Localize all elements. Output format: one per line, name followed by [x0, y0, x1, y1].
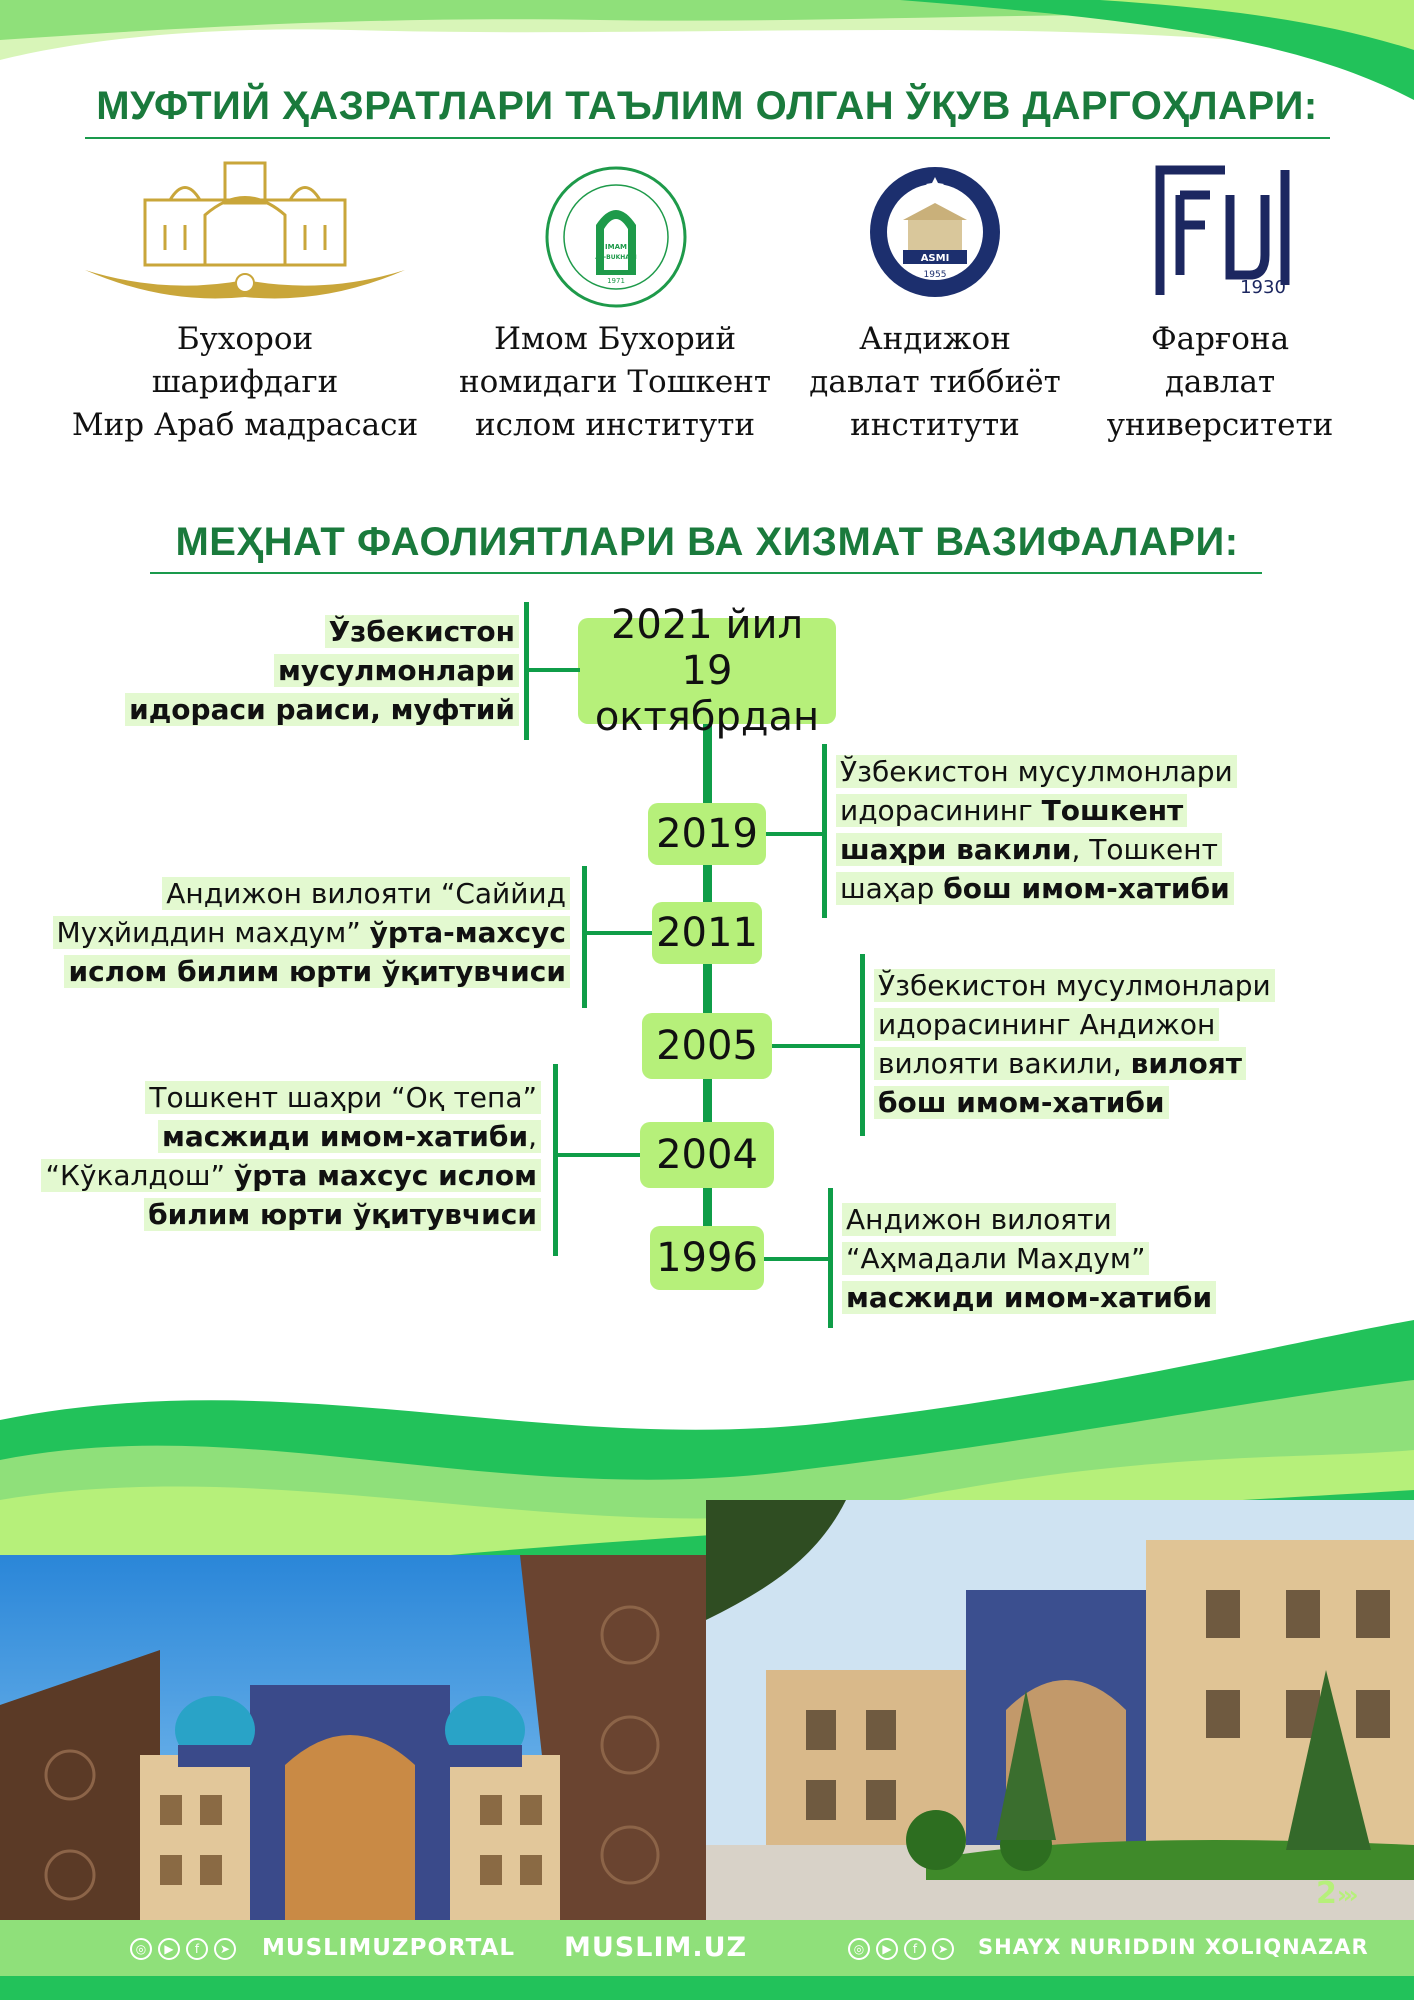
- year-badge-2004: [640, 1122, 774, 1188]
- section-title-career: МЕҲНАТ ФАОЛИЯТЛАРИ ВА ХИЗМАТ ВАЗИФАЛАРИ:: [175, 520, 1239, 564]
- timeline-line: [836, 869, 1237, 908]
- connector-2011: [586, 931, 652, 935]
- inst-line: давлат тиббиёт: [809, 364, 1061, 400]
- timeline-text-run: идораси раиси, муфтий: [129, 693, 515, 726]
- year-text: 2004: [656, 1132, 758, 1178]
- timeline-line-highlight: [125, 693, 519, 726]
- andijan-medical-institute-logo-icon: [868, 165, 1003, 300]
- timeline-line: [41, 1117, 541, 1156]
- mir-arab-madrasa-logo-icon: [75, 155, 415, 305]
- institution-andijan-medical-name: [795, 318, 1075, 447]
- timeline-text-run: Андижон вилояти: [846, 1203, 1112, 1236]
- connector-2021: [528, 668, 580, 672]
- asmi-logo-year: 1955: [923, 270, 947, 280]
- timeline-line-highlight: [162, 877, 570, 910]
- section-title-education: МУФТИЙ ҲАЗРАТЛАРИ ТАЪЛИМ ОЛГАН ЎҚУВ ДАРГОҲЛАРИ:: [96, 84, 1318, 128]
- timeline-line-highlight: [874, 1086, 1169, 1119]
- timeline-line: [836, 791, 1237, 830]
- timeline-text-run: билим юрти ўқитувчиси: [148, 1198, 537, 1231]
- timeline-line-highlight: [64, 955, 570, 988]
- timeline-line: [53, 952, 570, 991]
- timeline-line-highlight: [836, 872, 1234, 905]
- instagram-icon[interactable]: ◎: [848, 1938, 870, 1960]
- bracket-2021: [524, 602, 529, 740]
- fdu-logo-year: 1930: [1240, 277, 1286, 298]
- imam-logo-line1: IMAM: [605, 243, 627, 251]
- timeline-entry-2004: [41, 1078, 541, 1234]
- timeline-text-run: ўрта махсус ислом: [233, 1159, 537, 1192]
- inst-line: Имом Бухорий: [493, 321, 737, 357]
- timeline-line: [125, 612, 519, 651]
- footer-site-link[interactable]: MUSLIM.UZ: [564, 1932, 748, 1963]
- timeline-line: [53, 913, 570, 952]
- inst-line: Бухорои: [176, 321, 314, 357]
- timeline-text-run: Муҳйиддин махдум”: [56, 916, 370, 949]
- timeline-text-run: “Аҳмадали Махдум”: [846, 1242, 1146, 1275]
- timeline-text-run: Ўзбекистон мусулмонлари: [840, 755, 1233, 788]
- timeline-text-run: вилояти вакили,: [878, 1047, 1131, 1080]
- asmi-logo-abbr: ASMI: [920, 253, 950, 264]
- timeline-line: [41, 1156, 541, 1195]
- page-number: [1316, 1876, 1355, 1911]
- inst-line: давлат: [1164, 364, 1276, 400]
- timeline-line: [125, 690, 519, 729]
- timeline-text-run: ислом билим юрти ўқитувчиси: [68, 955, 566, 988]
- timeline-line-highlight: [274, 654, 519, 687]
- timeline-text-run: “Кўкалдош”: [45, 1159, 234, 1192]
- timeline-line-highlight: [874, 1008, 1219, 1041]
- timeline-text-run: ўрта-махсус: [369, 916, 566, 949]
- timeline-line-highlight: [836, 755, 1237, 788]
- connector-1996: [764, 1257, 830, 1261]
- year-text: 19 октябрдан: [594, 648, 820, 740]
- timeline-line-highlight: [874, 1047, 1246, 1080]
- timeline-text-run: масжиди имом-хатиби: [162, 1120, 529, 1153]
- year-badge-2021: [578, 602, 836, 740]
- instagram-icon[interactable]: ◎: [130, 1938, 152, 1960]
- timeline-line-highlight: [836, 794, 1187, 827]
- inst-line: Мир Араб мадрасаси: [71, 407, 419, 443]
- timeline-entry-2019: [836, 752, 1237, 908]
- page-number-text: 2: [1316, 1876, 1337, 1911]
- timeline-line-highlight: [842, 1203, 1116, 1236]
- timeline-line-highlight: [836, 833, 1222, 866]
- youtube-icon[interactable]: ▶: [876, 1938, 898, 1960]
- timeline-line: [842, 1200, 1216, 1239]
- timeline-text-run: Тошкент шаҳри “Оқ тепа”: [149, 1081, 537, 1114]
- facebook-icon[interactable]: f: [186, 1938, 208, 1960]
- inst-line: ислом институти: [474, 407, 756, 443]
- title-underline: [150, 572, 1262, 574]
- bracket-2019: [822, 744, 827, 918]
- timeline-line-highlight: [842, 1242, 1149, 1275]
- timeline-line: [836, 752, 1237, 791]
- imam-logo-line2: AL-BUKHARI: [595, 254, 637, 261]
- chevrons-right-icon: ›››: [1336, 1881, 1355, 1909]
- connector-2004: [558, 1153, 640, 1157]
- mir-arab-madrasa-photo: [0, 1555, 706, 1920]
- timeline-line: [874, 1005, 1275, 1044]
- timeline-line: [41, 1195, 541, 1234]
- year-text: 2021 йил: [610, 602, 804, 648]
- timeline-line: [874, 1083, 1275, 1122]
- timeline-entry-2011: [53, 874, 570, 991]
- timeline-line: [874, 1044, 1275, 1083]
- telegram-icon[interactable]: ➤: [932, 1938, 954, 1960]
- timeline-entry-2021: [125, 612, 519, 729]
- timeline-text-run: идорасининг Андижон: [878, 1008, 1216, 1041]
- bracket-2005: [860, 954, 865, 1136]
- timeline-line-highlight: [325, 615, 519, 648]
- inst-line: Фарғона: [1150, 321, 1290, 357]
- imam-bukhari-institute-logo-icon: [544, 165, 689, 310]
- timeline-text-run: идорасининг: [840, 794, 1042, 827]
- year-text: 1996: [656, 1235, 758, 1281]
- timeline-line: [836, 830, 1237, 869]
- footer-right-handle[interactable]: SHAYX NURIDDIN XOLIQNAZAR: [978, 1935, 1369, 1959]
- institution-fergana-university-name: [1095, 318, 1345, 447]
- timeline-line-highlight: [53, 916, 570, 949]
- timeline-line-highlight: [145, 1081, 541, 1114]
- footer-left-handle[interactable]: MUSLIMUZPORTAL: [262, 1935, 516, 1961]
- timeline-line: [842, 1239, 1216, 1278]
- imam-logo-year: 1971: [607, 277, 625, 285]
- year-text: 2019: [656, 811, 758, 857]
- timeline-text-run: , Тошкент: [1071, 833, 1218, 866]
- timeline-line: [125, 651, 519, 690]
- timeline-text-run: шаҳри вакили: [840, 833, 1072, 866]
- inst-line: номидаги Тошкент: [458, 364, 772, 400]
- timeline-text-run: масжиди имом-хатиби: [846, 1281, 1213, 1314]
- timeline-text-run: бош имом-хатиби: [878, 1086, 1165, 1119]
- timeline-line: [41, 1078, 541, 1117]
- year-badge-2019: [648, 803, 766, 865]
- institution-mir-arab-name: [60, 318, 430, 447]
- youtube-icon[interactable]: ▶: [158, 1938, 180, 1960]
- year-badge-2011: [652, 902, 762, 964]
- year-text: 2005: [656, 1023, 758, 1069]
- timeline-text-run: Ўзбекистон мусулмонлари: [878, 969, 1271, 1002]
- timeline-text-run: мусулмонлари: [277, 654, 515, 687]
- timeline-entry-2005: [874, 966, 1275, 1122]
- year-badge-2005: [642, 1013, 772, 1079]
- facebook-icon[interactable]: f: [904, 1938, 926, 1960]
- title-underline: [85, 137, 1330, 139]
- inst-line: шарифдаги: [151, 364, 339, 400]
- inst-line: университети: [1106, 407, 1334, 443]
- bracket-2004: [553, 1064, 558, 1256]
- institute-building-photo: [706, 1500, 1414, 1920]
- timeline-line: [874, 966, 1275, 1005]
- telegram-icon[interactable]: ➤: [214, 1938, 236, 1960]
- timeline-text-run: Ўзбекистон: [328, 615, 515, 648]
- timeline-text-run: Андижон вилояти “Саййид: [166, 877, 566, 910]
- fdu-logo-icon: [1155, 165, 1290, 300]
- timeline-text-run: шаҳар: [840, 872, 944, 905]
- timeline-line-highlight: [158, 1120, 541, 1153]
- timeline-text-run: ,: [528, 1120, 537, 1153]
- bracket-2011: [582, 866, 587, 1008]
- timeline-line-highlight: [874, 969, 1275, 1002]
- timeline-text-run: бош имом-хатиби: [943, 872, 1230, 905]
- timeline-line-highlight: [144, 1198, 541, 1231]
- timeline-text-run: Тошкент: [1041, 794, 1184, 827]
- timeline-line-highlight: [41, 1159, 541, 1192]
- connector-2019: [766, 832, 824, 836]
- institution-imam-bukhari-name: [450, 318, 780, 447]
- connector-2005: [772, 1044, 864, 1048]
- inst-line: Андижон: [859, 321, 1011, 357]
- timeline-line: [53, 874, 570, 913]
- year-badge-1996: [650, 1226, 764, 1290]
- inst-line: институти: [850, 407, 1020, 443]
- year-text: 2011: [656, 910, 758, 956]
- timeline-text-run: вилоят: [1130, 1047, 1242, 1080]
